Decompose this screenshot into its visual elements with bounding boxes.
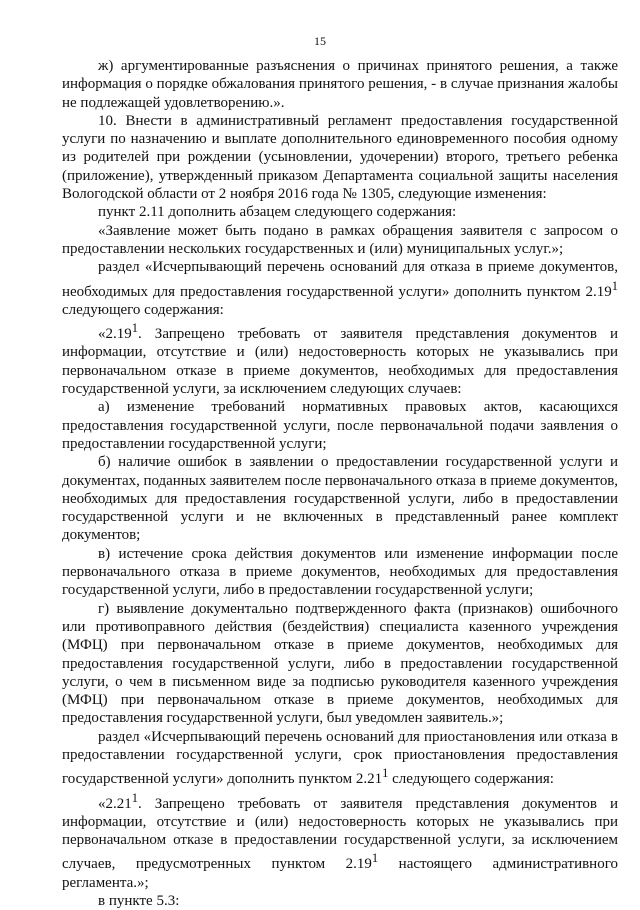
paragraph-section-refusal xyxy=(62,258,618,319)
text-run: раздел «Исчерпывающий перечень оснований для отказа в приеме документов, необходимых для предоставления государственной услуги» дополнить пунктом 2.19 xyxy=(62,259,618,300)
text-run: следующего содержания: xyxy=(388,771,554,788)
paragraph-point-2-11: пункт 2.11 дополнить абзацем следующего содержания: xyxy=(98,204,457,221)
text-run: «2.19 xyxy=(98,326,132,343)
paragraph-application-quote: «Заявление может быть подано в рамках обращения заявителя с запросом о предоставлении нескольких государственных и (или) муниципальных услуг.»; xyxy=(62,222,618,257)
paragraph-section-suspension xyxy=(62,728,618,789)
page-number: 15 xyxy=(314,34,326,48)
paragraph-item-zh: ж) аргументированные разъяснения о причинах принятого решения, а также информация о порядке обжалования принятого решения, - в случае признания жалобы не подлежащей удовлетворению.». xyxy=(62,58,618,111)
superscript: 1 xyxy=(131,790,138,805)
text-run: «2.21 xyxy=(98,795,132,812)
paragraph-point-2-21-1 xyxy=(62,789,618,892)
superscript: 1 xyxy=(371,851,379,866)
paragraph-case-v: в) истечение срока действия документов или изменение информации после первоначального отказа в приеме документов, необходимых для предоставления государственной услуги, либо в предоставлении государственной услуги; xyxy=(62,545,618,599)
paragraph-case-a: а) изменение требований нормативных правовых актов, касающихся предоставления государственной услуги, после первоначальной подачи заявления о предоставлении государственной услуги; xyxy=(62,399,618,452)
text-run: . Запрещено требовать от заявителя представления документов и информации, отсутствие и (или) недостоверность которых не указывались при первоначальном отказе в приеме документов, необходимых для предоставления государственной услуги, за исключением следующих случаев: xyxy=(62,326,618,398)
text-run: . Запрещено требовать от заявителя представления документов и информации, отсутствие и (или) недостоверность которых не указывались при первоначальном отказе в предоставлении государственной услуги, за исключением случаев, предусмотренных пунктом 2.19 xyxy=(62,795,618,873)
paragraph-case-b: б) наличие ошибок в заявлении о предоставлении государственной услуги и документах, поданных заявителем после первоначального отказа в приеме документов, необходимых для предоставления государственной услуги, либо в предоставлении государственной услуги и не включенных в представленный ранее комплект документов; xyxy=(62,454,618,544)
paragraph-case-g: г) выявление документально подтвержденного факта (признаков) ошибочного или противоправного действия (бездействия) специалиста казенного учреждения (МФЦ) при первоначальном отказе в приеме документов, необходимых для предоставления государственной услуги, либо в предоставлении государственной услуги, о чем в письменном виде за подписью руководителя казенного учреждения (МФЦ) при первоначальном отказе в приеме документов, необходимых для предоставления государственной услуги, был уведомлен заявитель.»; xyxy=(62,600,618,727)
superscript: 1 xyxy=(611,278,618,293)
text-run: раздел «Исчерпывающий перечень оснований для приостановления или отказа в предоставлении государственной услуги, срок приостановления предоставления государственной услуги» дополнить пунктом 2.21 xyxy=(62,728,618,788)
document-body xyxy=(62,57,618,910)
paragraph-amendment-10: 10. Внести в административный регламент предоставления государственной услуги по назначению и выплате дополнительного единовременного пособия одному из родителей при рождении (усыновлении, удочерении) второго, третьего ребенка (приложение), утвержденный приказом Департамента социальной защиты населения Вологодской области от 2 ноября 2016 года № 1305, следующие изменения: xyxy=(62,112,618,203)
superscript: 1 xyxy=(382,766,389,781)
superscript: 1 xyxy=(131,321,138,336)
paragraph-point-2-19-1 xyxy=(62,319,618,398)
text-run: следующего содержания: xyxy=(62,301,224,318)
text-run: настоящего административного регламента.»; xyxy=(62,856,618,891)
paragraph-point-5-3: в пункте 5.3: xyxy=(98,893,180,910)
